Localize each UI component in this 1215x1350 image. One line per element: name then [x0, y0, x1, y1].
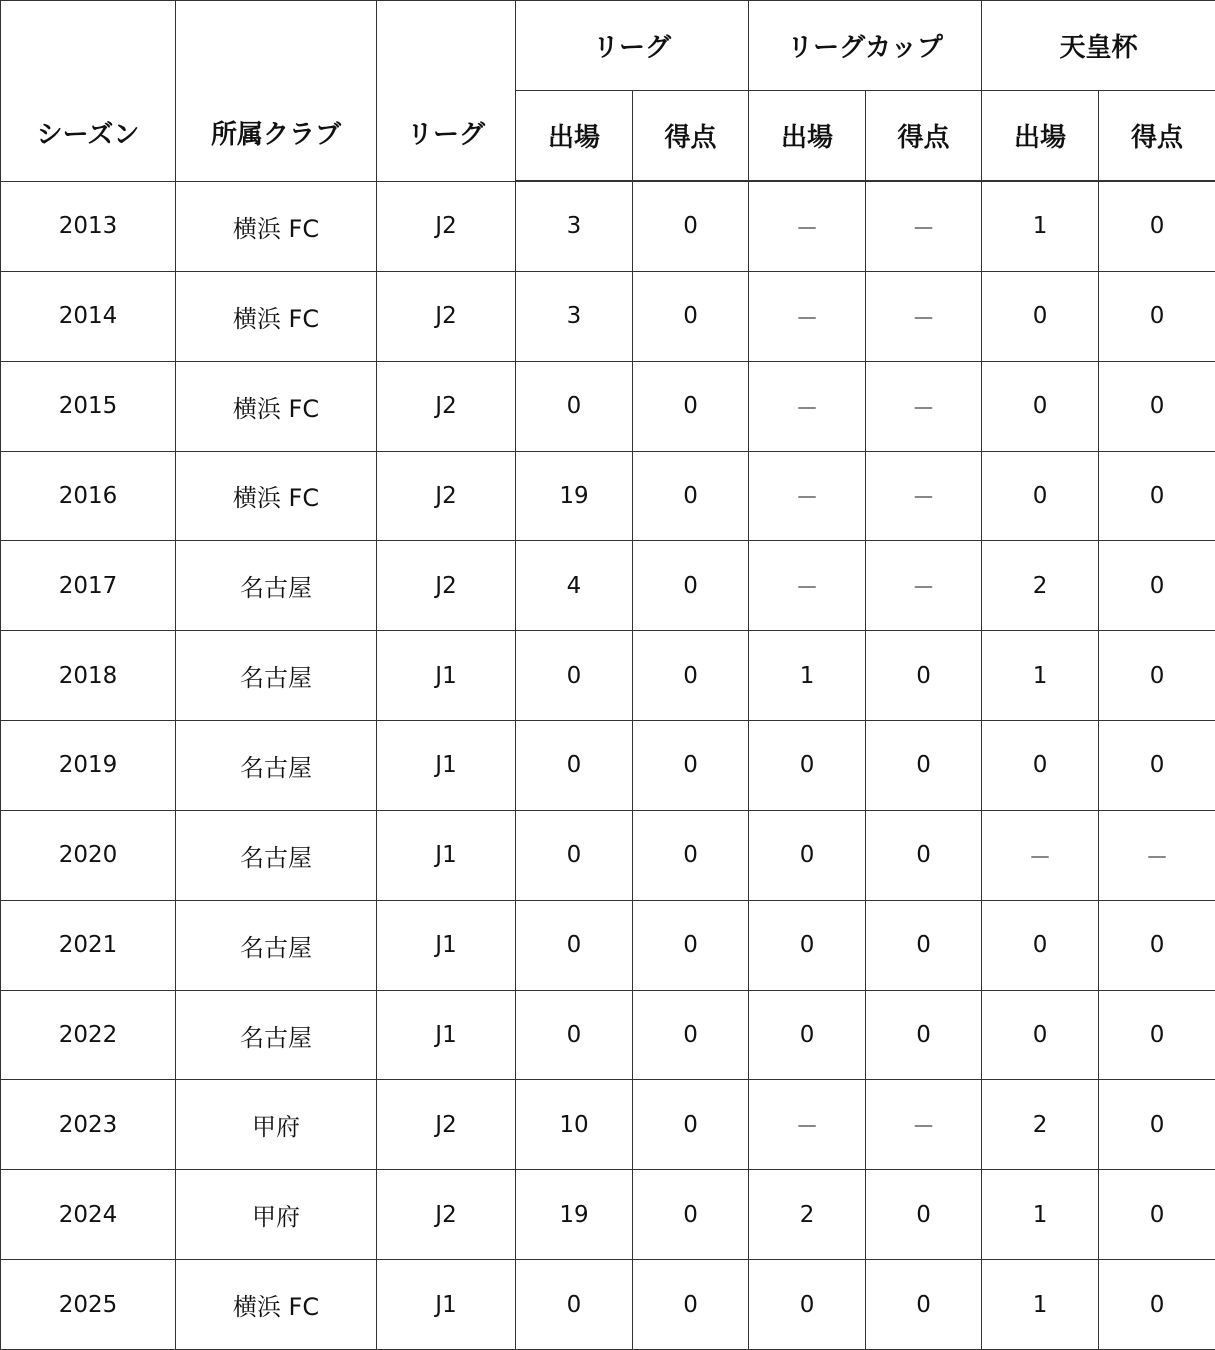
emperors-cup-apps-cell: 1 — [982, 1260, 1099, 1350]
season-cell: 2013 — [1, 181, 176, 271]
emperors-cup-apps-cell: 1 — [982, 631, 1099, 721]
league-division-cell: J2 — [377, 1080, 516, 1170]
league-division-cell: J2 — [377, 271, 516, 361]
league-goals-cell: 0 — [633, 990, 749, 1080]
league-apps-cell: 3 — [516, 271, 633, 361]
table-row — [1, 1260, 1215, 1350]
emperors-cup-apps-cell: 0 — [982, 900, 1099, 990]
header-league-cup-apps: 出場 — [749, 91, 866, 182]
league-apps-cell: 0 — [516, 631, 633, 721]
league-cup-apps-cell: 1 — [749, 631, 866, 721]
league-cup-goals-cell: － — [866, 271, 982, 361]
table-header — [1, 1, 1215, 182]
header-emperors-cup-apps: 出場 — [982, 91, 1099, 182]
emperors-cup-goals-cell: 0 — [1099, 451, 1215, 541]
league-cup-apps-cell: － — [749, 361, 866, 451]
league-cup-goals-cell: 0 — [866, 631, 982, 721]
league-division-cell: J2 — [377, 361, 516, 451]
club-cell: 甲府 — [176, 1170, 377, 1260]
league-cup-apps-cell: － — [749, 451, 866, 541]
league-apps-cell: 3 — [516, 181, 633, 271]
emperors-cup-apps-cell: 2 — [982, 541, 1099, 631]
table-row — [1, 900, 1215, 990]
league-cup-goals-cell: － — [866, 361, 982, 451]
league-goals-cell: 0 — [633, 631, 749, 721]
league-cup-apps-cell: － — [749, 1080, 866, 1170]
season-cell: 2022 — [1, 990, 176, 1080]
emperors-cup-goals-cell: 0 — [1099, 631, 1215, 721]
league-goals-cell: 0 — [633, 271, 749, 361]
club-cell: 名古屋 — [176, 990, 377, 1080]
league-goals-cell: 0 — [633, 451, 749, 541]
table-row — [1, 271, 1215, 361]
header-league-division: リーグ — [377, 1, 516, 182]
table-row — [1, 361, 1215, 451]
table-row — [1, 451, 1215, 541]
league-division-cell: J2 — [377, 541, 516, 631]
league-division-cell: J2 — [377, 181, 516, 271]
emperors-cup-goals-cell: 0 — [1099, 900, 1215, 990]
season-cell: 2024 — [1, 1170, 176, 1260]
header-league-apps: 出場 — [516, 91, 633, 182]
league-division-cell: J2 — [377, 451, 516, 541]
emperors-cup-goals-cell: 0 — [1099, 271, 1215, 361]
league-goals-cell: 0 — [633, 721, 749, 811]
club-cell: 名古屋 — [176, 631, 377, 721]
season-cell: 2018 — [1, 631, 176, 721]
emperors-cup-goals-cell: 0 — [1099, 541, 1215, 631]
league-division-cell: J1 — [377, 900, 516, 990]
league-apps-cell: 10 — [516, 1080, 633, 1170]
league-division-cell: J1 — [377, 990, 516, 1080]
league-goals-cell: 0 — [633, 541, 749, 631]
table-row — [1, 181, 1215, 271]
season-cell: 2020 — [1, 810, 176, 900]
league-cup-goals-cell: 0 — [866, 721, 982, 811]
header-group-emperors-cup: 天皇杯 — [982, 1, 1215, 91]
league-cup-apps-cell: － — [749, 181, 866, 271]
emperors-cup-apps-cell: 0 — [982, 271, 1099, 361]
emperors-cup-goals-cell: 0 — [1099, 1170, 1215, 1260]
table-row — [1, 541, 1215, 631]
header-row-groups — [1, 1, 1215, 91]
league-cup-goals-cell: 0 — [866, 990, 982, 1080]
league-cup-goals-cell: 0 — [866, 1260, 982, 1350]
league-goals-cell: 0 — [633, 810, 749, 900]
league-division-cell: J1 — [377, 1260, 516, 1350]
table-row — [1, 1170, 1215, 1260]
emperors-cup-goals-cell: 0 — [1099, 990, 1215, 1080]
league-division-cell: J1 — [377, 810, 516, 900]
header-league-goals: 得点 — [633, 91, 749, 182]
club-cell: 横浜 FC — [176, 271, 377, 361]
emperors-cup-goals-cell: 0 — [1099, 361, 1215, 451]
league-cup-goals-cell: － — [866, 1080, 982, 1170]
league-cup-goals-cell: 0 — [866, 1170, 982, 1260]
emperors-cup-goals-cell: 0 — [1099, 181, 1215, 271]
league-cup-goals-cell: － — [866, 451, 982, 541]
league-apps-cell: 19 — [516, 1170, 633, 1260]
season-cell: 2019 — [1, 721, 176, 811]
league-cup-apps-cell: 0 — [749, 900, 866, 990]
club-cell: 横浜 FC — [176, 361, 377, 451]
emperors-cup-apps-cell: 1 — [982, 181, 1099, 271]
club-cell: 名古屋 — [176, 900, 377, 990]
league-cup-apps-cell: 2 — [749, 1170, 866, 1260]
league-goals-cell: 0 — [633, 1080, 749, 1170]
league-apps-cell: 19 — [516, 451, 633, 541]
club-cell: 横浜 FC — [176, 181, 377, 271]
league-division-cell: J1 — [377, 721, 516, 811]
emperors-cup-goals-cell: 0 — [1099, 1080, 1215, 1170]
league-goals-cell: 0 — [633, 181, 749, 271]
header-group-league: リーグ — [516, 1, 749, 91]
league-goals-cell: 0 — [633, 1170, 749, 1260]
league-cup-apps-cell: 0 — [749, 1260, 866, 1350]
emperors-cup-apps-cell: 0 — [982, 990, 1099, 1080]
header-season: シーズン — [1, 1, 176, 182]
league-division-cell: J2 — [377, 1170, 516, 1260]
club-cell: 名古屋 — [176, 541, 377, 631]
emperors-cup-goals-cell: 0 — [1099, 721, 1215, 811]
league-cup-apps-cell: 0 — [749, 810, 866, 900]
emperors-cup-goals-cell: － — [1099, 810, 1215, 900]
club-cell: 甲府 — [176, 1080, 377, 1170]
table-row — [1, 990, 1215, 1080]
league-goals-cell: 0 — [633, 900, 749, 990]
league-cup-apps-cell: 0 — [749, 990, 866, 1080]
emperors-cup-apps-cell: 0 — [982, 721, 1099, 811]
season-cell: 2015 — [1, 361, 176, 451]
league-division-cell: J1 — [377, 631, 516, 721]
league-apps-cell: 0 — [516, 361, 633, 451]
league-cup-goals-cell: 0 — [866, 810, 982, 900]
emperors-cup-goals-cell: 0 — [1099, 1260, 1215, 1350]
emperors-cup-apps-cell: 0 — [982, 361, 1099, 451]
club-cell: 名古屋 — [176, 721, 377, 811]
club-cell: 横浜 FC — [176, 451, 377, 541]
emperors-cup-apps-cell: 2 — [982, 1080, 1099, 1170]
league-goals-cell: 0 — [633, 1260, 749, 1350]
league-apps-cell: 0 — [516, 900, 633, 990]
header-league-cup-goals: 得点 — [866, 91, 982, 182]
club-cell: 名古屋 — [176, 810, 377, 900]
league-cup-apps-cell: 0 — [749, 721, 866, 811]
emperors-cup-apps-cell: 0 — [982, 451, 1099, 541]
league-cup-goals-cell: 0 — [866, 900, 982, 990]
season-cell: 2014 — [1, 271, 176, 361]
season-cell: 2023 — [1, 1080, 176, 1170]
season-cell: 2021 — [1, 900, 176, 990]
league-goals-cell: 0 — [633, 361, 749, 451]
club-cell: 横浜 FC — [176, 1260, 377, 1350]
league-apps-cell: 0 — [516, 1260, 633, 1350]
league-cup-apps-cell: － — [749, 271, 866, 361]
table-row — [1, 721, 1215, 811]
header-club: 所属クラブ — [176, 1, 377, 182]
season-cell: 2016 — [1, 451, 176, 541]
league-cup-goals-cell: － — [866, 181, 982, 271]
emperors-cup-apps-cell: 1 — [982, 1170, 1099, 1260]
season-cell: 2017 — [1, 541, 176, 631]
league-cup-goals-cell: － — [866, 541, 982, 631]
league-apps-cell: 0 — [516, 721, 633, 811]
league-apps-cell: 0 — [516, 990, 633, 1080]
emperors-cup-apps-cell: － — [982, 810, 1099, 900]
table-row — [1, 810, 1215, 900]
header-emperors-cup-goals: 得点 — [1099, 91, 1215, 182]
league-apps-cell: 0 — [516, 810, 633, 900]
season-cell: 2025 — [1, 1260, 176, 1350]
header-group-league-cup: リーグカップ — [749, 1, 982, 91]
league-cup-apps-cell: － — [749, 541, 866, 631]
table-body — [1, 181, 1215, 1350]
table-row — [1, 1080, 1215, 1170]
table-row — [1, 631, 1215, 721]
league-apps-cell: 4 — [516, 541, 633, 631]
